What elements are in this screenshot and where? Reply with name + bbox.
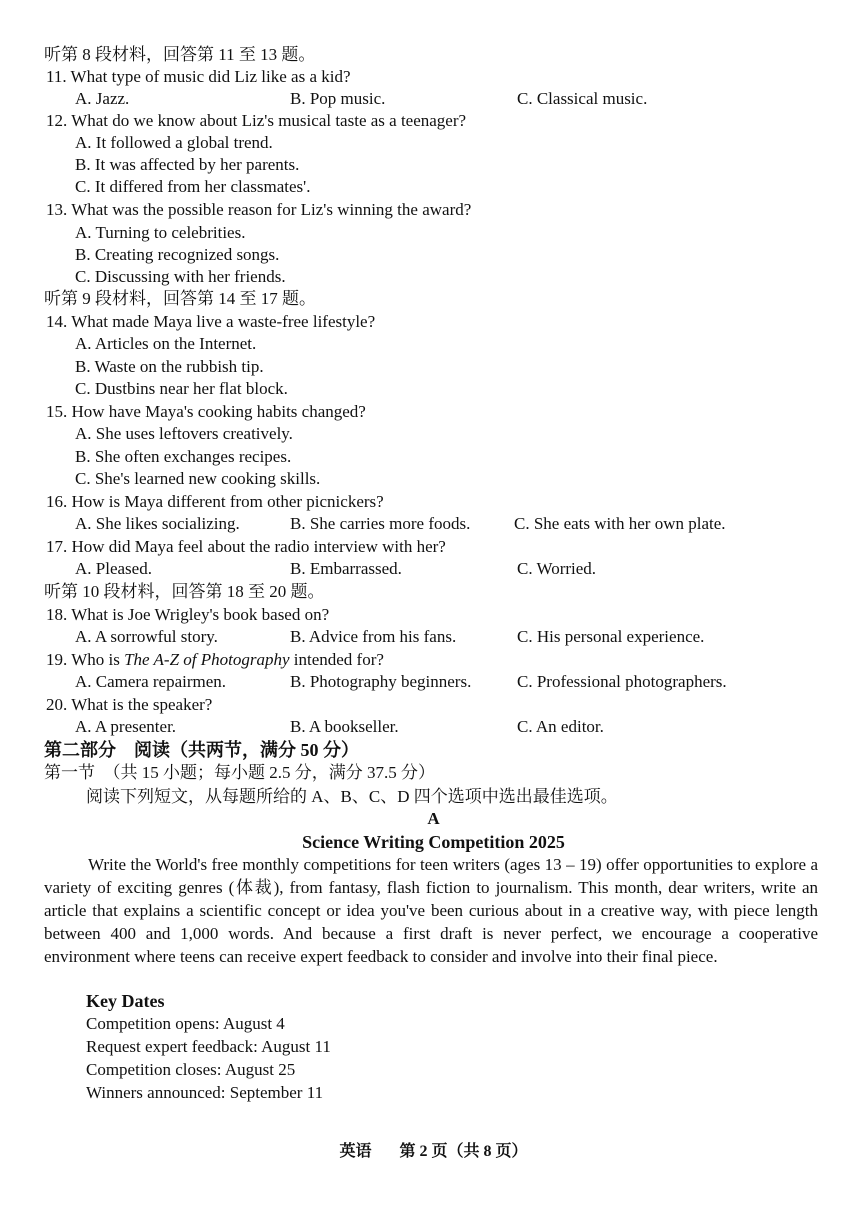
- question-15-option-b: B. She often exchanges recipes.: [75, 447, 292, 466]
- question-13-option-b: B. Creating recognized songs.: [75, 245, 280, 264]
- section-1-heading: 第一节 （共 15 小题；每小题 2.5 分，满分 37.5 分）: [44, 763, 435, 782]
- key-date-item: Request expert feedback: August 11: [86, 1037, 331, 1056]
- question-14-option-a: A. Articles on the Internet.: [75, 334, 257, 353]
- question-12-option-a: A. It followed a global trend.: [75, 133, 273, 152]
- footer-page-number: 第 2 页（共 8 页）: [399, 1143, 528, 1160]
- part-2-heading: 第二部分 阅读（共两节，满分 50 分）: [44, 740, 359, 760]
- question-14: 14. What made Maya live a waste-free lifestyle?: [46, 312, 376, 331]
- question-13-option-a: A. Turning to celebrities.: [75, 223, 246, 242]
- question-16: 16. How is Maya different from other picnickers?: [46, 492, 384, 511]
- section-10-instruction: 听第 10 段材料，回答第 18 至 20 题。: [44, 582, 325, 601]
- option-c: C. His personal experience.: [517, 627, 705, 646]
- option-b: B. Photography beginners.: [290, 672, 472, 691]
- question-14-option-c: C. Dustbins near her flat block.: [75, 379, 288, 398]
- question-13-option-c: C. Discussing with her friends.: [75, 267, 286, 286]
- question-12: 12. What do we know about Liz's musical taste as a teenager?: [46, 111, 467, 130]
- key-date-item: Competition closes: August 25: [86, 1060, 296, 1079]
- reading-instruction: 阅读下列短文，从每题所给的 A、B、C、D 四个选项中选出最佳选项。: [86, 787, 618, 806]
- question-11: 11. What type of music did Liz like as a kid?: [46, 67, 351, 86]
- question-15-option-a: A. She uses leftovers creatively.: [75, 424, 293, 443]
- option-c: C. She eats with her own plate.: [514, 514, 726, 533]
- passage-title: Science Writing Competition 2025: [302, 832, 565, 852]
- passage-body-text: Write the World's free monthly competitions for teen writers (ages 13 – 19) offer opportunities to explore a variety of exciting genres (体裁), from fantasy, flash fiction to journalism. This month, dear writers, write an article that explains a scientific concept or idea you've been curious about in a creative way, with piece length between 400 and 1,000 words. And because a first draft is never perfect, we encourage a cooperative environment where teens can receive expert feedback to consider and involve into their final piece.: [44, 855, 818, 966]
- option-b: B. Advice from his fans.: [290, 627, 457, 646]
- passage-letter: A: [427, 809, 440, 828]
- option-a: A. Camera repairmen.: [75, 672, 227, 691]
- option-b: B. Embarrassed.: [290, 559, 402, 578]
- option-a: A. She likes socializing.: [75, 514, 240, 533]
- option-b: B. She carries more foods.: [290, 514, 471, 533]
- option-c: C. An editor.: [517, 717, 604, 736]
- question-20: 20. What is the speaker?: [46, 695, 213, 714]
- key-date-item: Winners announced: September 11: [86, 1083, 324, 1102]
- question-14-option-b: B. Waste on the rubbish tip.: [75, 357, 264, 376]
- question-13: 13. What was the possible reason for Liz's winning the award?: [46, 200, 472, 219]
- option-a: A. A presenter.: [75, 717, 177, 736]
- question-18: 18. What is Joe Wrigley's book based on?: [46, 605, 330, 624]
- passage-body: [44, 853, 818, 968]
- option-a: A. Jazz.: [75, 89, 130, 108]
- section-9-instruction: 听第 9 段材料，回答第 14 至 17 题。: [44, 289, 316, 308]
- question-12-option-b: B. It was affected by her parents.: [75, 155, 300, 174]
- footer-subject: 英语: [339, 1143, 372, 1160]
- question-19-stem-start: 19. Who is: [46, 650, 125, 669]
- option-a: A. Pleased.: [75, 559, 152, 578]
- option-c: C. Professional photographers.: [517, 672, 727, 691]
- option-c: C. Classical music.: [517, 89, 648, 108]
- book-title: The A-Z of Photography: [124, 650, 290, 669]
- option-b: B. A bookseller.: [290, 717, 399, 736]
- key-dates-heading: Key Dates: [86, 991, 165, 1011]
- option-c: C. Worried.: [517, 559, 597, 578]
- question-19: [46, 649, 384, 671]
- question-17: 17. How did Maya feel about the radio interview with her?: [46, 537, 446, 556]
- question-19-stem-end: intended for?: [289, 650, 384, 669]
- question-15: 15. How have Maya's cooking habits changed?: [46, 402, 366, 421]
- question-12-option-c: C. It differed from her classmates'.: [75, 177, 311, 196]
- question-15-option-c: C. She's learned new cooking skills.: [75, 469, 321, 488]
- page-footer: [0, 1138, 867, 1161]
- option-b: B. Pop music.: [290, 89, 386, 108]
- option-a: A. A sorrowful story.: [75, 627, 218, 646]
- section-8-instruction: 听第 8 段材料，回答第 11 至 13 题。: [44, 45, 316, 64]
- key-date-item: Competition opens: August 4: [86, 1014, 285, 1033]
